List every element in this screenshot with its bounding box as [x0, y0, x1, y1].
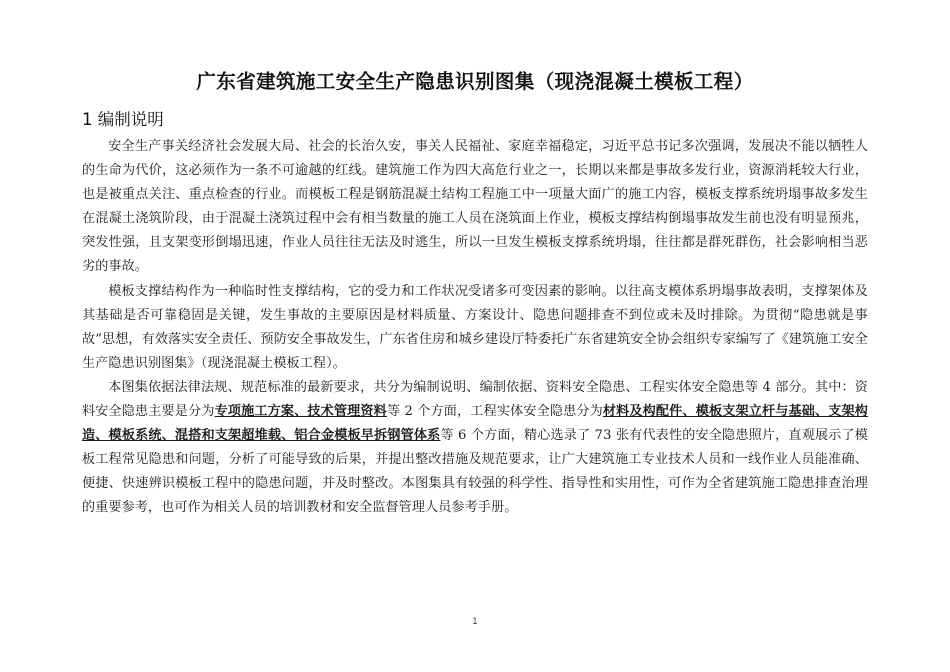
- paragraph-3-part-3: 等 6 个方面，精心选录了 73 张有代表性的安全隐患照片，直观展示了模板工程常见隐患和问题，分析了可能导致的后果，并提出整改措施及规范要求，让广大建筑施工专业技术人员和一线作业人员能准确、便捷、快速辨识模板工程中的隐患问题，并及时整改。本图集具有较强的科学性、指导性和实用性，可作为全省建筑施工隐患排查治理的重要参考，也可作为相关人员的培训教材和安全监督管理人员参考手册。: [82, 428, 868, 516]
- section-heading: 1 编制说明: [82, 110, 164, 129]
- paragraph-2: 模板支撑结构作为一种临时性支撑结构，它的受力和工作状况受诸多可变因素的影响。以往高支模体系坍塌事故表明，支撑架体及其基础是否可靠稳固是关键，发生事故的主要原因是材料质量、方案设计、隐患问题排查不到位或未及时排除。为贯彻“隐患就是事故”思想，有效落实安全责任、预防安全事故发生，广东省住房和城乡建设厅特委托广东省建筑安全协会组织专家编写了《建筑施工安全生产隐患识别图集》（现浇混凝土模板工程）。: [82, 283, 868, 371]
- page-number: 1: [472, 617, 478, 627]
- body-text: [82, 135, 868, 521]
- paragraph-3-part-2: 等 2 个方面，工程实体安全隐患分为: [386, 404, 603, 420]
- underlined-data-categories: 专项施工方案、技术管理资料: [214, 404, 387, 420]
- paragraph-1: 安全生产事关经济社会发展大局、社会的长治久安，事关人民福祉、家庭幸福稳定，习近平总书记多次强调，发展决不能以牺牲人的生命为代价，这必须作为一条不可逾越的红线。建筑施工作为四大高危行业之一，长期以来都是事故多发行业，资源消耗较大行业，也是被重点关注、重点检查的行业。而模板工程是钢筋混凝土结构工程施工中一项量大面广的施工内容，模板支撑系统坍塌事故多发生在混凝土浇筑阶段，由于混凝土浇筑过程中会有相当数量的施工人员在浇筑面上作业，模板支撑结构倒塌事故发生前也没有明显预兆，突发性强，且支架变形倒塌迅速，作业人员往往无法及时逃生，所以一旦发生模板支撑系统坍塌，往往都是群死群伤，社会影响相当恶劣的事故。: [82, 139, 868, 275]
- paragraph-3-part-1: 本图集依据法律法规、规范标准的最新要求，共分为编制说明、编制依据、资料安全隐患、工程实体安全隐患等 4 部分。其中：资料安全隐患主要是分为: [82, 379, 868, 420]
- paragraph-3: [82, 376, 868, 521]
- underlined-entity-categories: 材料及构配件、模板支架立杆与基础、支架构造、模板系统、混搭和支架超堆载、铝合金模板早拆钢管体系: [82, 404, 868, 444]
- document-title: 广东省建筑施工安全生产隐患识别图集（现浇混凝土模板工程）: [196, 70, 754, 93]
